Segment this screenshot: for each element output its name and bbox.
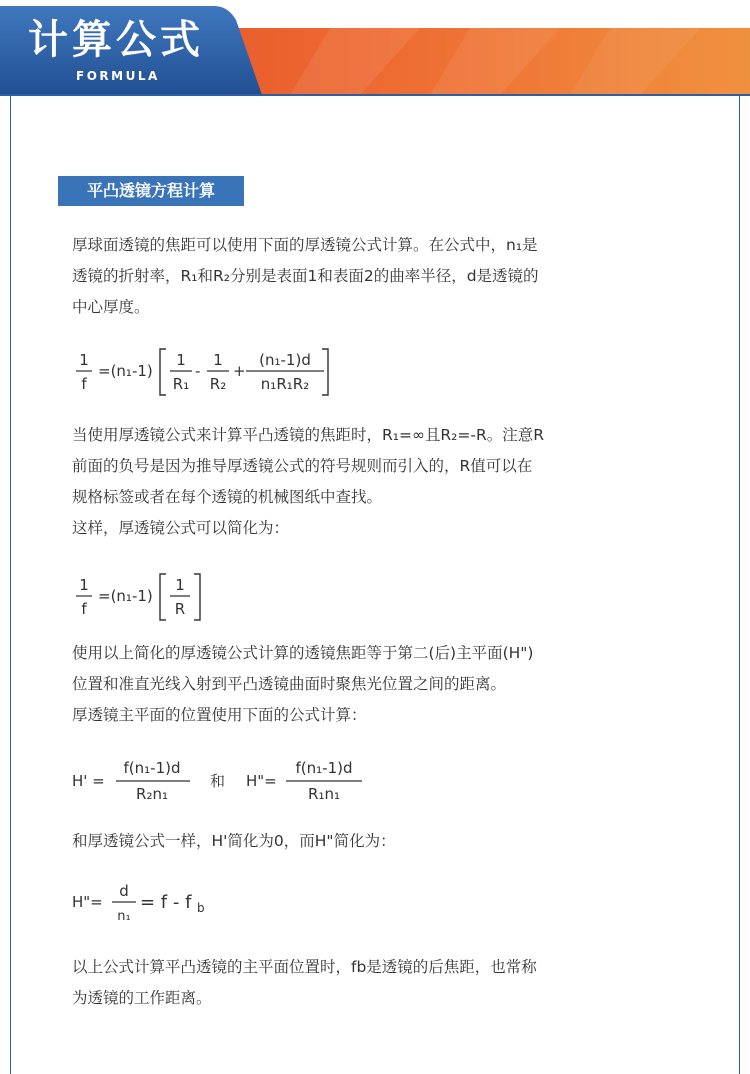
formula2-left-bracket [160,574,166,620]
formula2-lhs-numerator: 1 [79,576,89,594]
formula1-term2-denominator: R₂ [209,375,227,393]
formula1-lhs-denominator: f [81,375,87,393]
formula3-h2-numerator: f(n₁-1)d [295,759,353,777]
formula1-term1-numerator: 1 [176,351,186,369]
formula2-term-numerator: 1 [175,576,185,594]
simplified-formula [72,570,212,622]
formula1-op2: + [233,362,246,380]
back-focal-paragraph: 以上公式计算平凸透镜的主平面位置时，fb是透镜的后焦距，也常称 为透镜的工作距离。 [72,958,537,1007]
formula2-right-bracket [194,574,200,620]
formula4-rhs: = f - f [140,892,192,913]
formula1-term1-denominator: R₁ [172,375,190,393]
page-title: 计算公式 [28,17,204,63]
formula2-term-denominator: R [174,600,186,618]
intro-paragraph: 厚球面透镜的焦距可以使用下面的厚透镜公式计算。在公式中，n₁是 透镜的折射率，R₁和R₂分别是表面1和表面2的曲率半径，d是透镜的 中心厚度。 [72,236,539,316]
formula1-term3-denominator: n₁R₁R₂ [260,375,310,393]
formula4-h-label: H"= [72,893,103,911]
section-title: 平凸透镜方程计算 [58,176,244,206]
formula3-h1-numerator: f(n₁-1)d [123,759,181,777]
formula1-op1: - [195,362,201,380]
principal-plane-formulas [72,755,382,807]
formula4-numerator: d [119,882,129,900]
formula3-h1-denominator: R₂n₁ [136,785,168,803]
formula1-factor: =(n₁-1) [98,362,153,380]
formula2-factor: =(n₁-1) [98,587,153,605]
formula1-right-bracket [322,349,328,395]
formula1-term2-numerator: 1 [213,351,223,369]
simplification-paragraph: 和厚透镜公式一样，H'简化为0，而H"简化为： [72,832,396,850]
plano-convex-paragraph: 当使用厚透镜公式来计算平凸透镜的焦距时，R₁=∞且R₂=-R。注意R 前面的负号是因为推导厚透镜公式的符号规则而引入的，R值可以在 规格标签或者在每个透镜的机械图纸中查找。 这样，厚透镜公式可以简化为： [72,426,544,537]
header-banner [0,0,750,96]
formula4-denominator: n₁ [117,909,131,924]
formula1-term3-numerator: (n₁-1)d [259,351,311,369]
formula1-left-bracket [160,349,166,395]
formula3-and: 和 [210,772,226,790]
page-subtitle: FORMULA [76,69,160,83]
formula3-h2-label: H"= [246,772,277,790]
formula1-lhs-numerator: 1 [79,351,89,369]
formula2-lhs-denominator: f [81,600,87,618]
principal-plane-paragraph: 使用以上简化的厚透镜公式计算的透镜焦距等于第二(后)主平面(H") 位置和准直光线入射到平凸透镜曲面时聚焦光位置之间的距离。 厚透镜主平面的位置使用下面的公式计算： [72,644,534,724]
formula3-h2-denominator: R₁n₁ [308,785,340,803]
formula3-h1-label: H' = [72,772,105,790]
thick-lens-formula [72,345,342,397]
formula4-rhs-subscript: b [197,901,205,915]
h-double-prime-formula [72,876,252,928]
